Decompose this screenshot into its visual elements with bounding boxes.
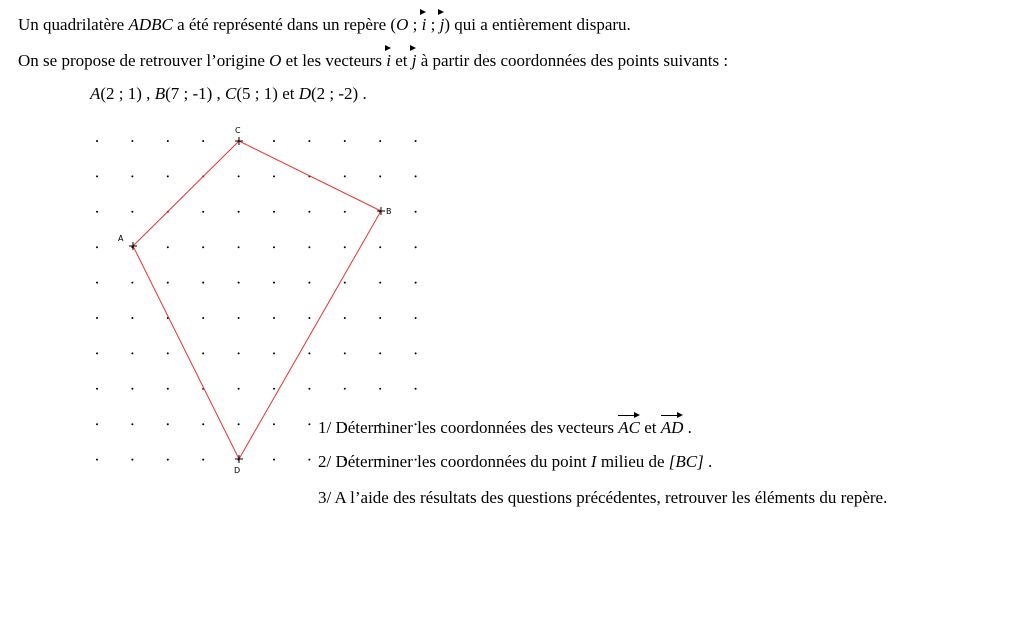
- grid-dot: [415, 246, 417, 248]
- grid-dot: [202, 246, 204, 248]
- intro-line1-mid: a été représenté dans un repère: [172, 15, 391, 34]
- grid-dot: [238, 388, 240, 390]
- intro-line2-conj: et: [390, 51, 412, 70]
- marker-d: [235, 455, 243, 463]
- paren-close: ): [444, 15, 450, 34]
- point-b-coords: (7 ; -1) ,: [165, 84, 226, 103]
- grid-dot: [344, 246, 346, 248]
- grid-dot: [96, 211, 98, 213]
- grid-dot: [273, 175, 275, 177]
- grid-dot: [415, 352, 417, 354]
- grid-dot: [238, 211, 240, 213]
- grid-dot: [131, 175, 133, 177]
- marker-b: [377, 207, 385, 215]
- question-2: [318, 451, 712, 473]
- point-c-coords: (5 ; 1): [236, 84, 278, 103]
- grid-dot: [415, 388, 417, 390]
- grid-dot: [273, 459, 275, 461]
- grid-dot: [344, 175, 346, 177]
- paren-open: (: [390, 15, 397, 34]
- grid-dot: [167, 140, 169, 142]
- vector-ac: AC: [618, 413, 640, 439]
- q1-number: 1/: [318, 418, 332, 437]
- point-a-name: A: [90, 84, 101, 103]
- grid-dot: [131, 388, 133, 390]
- q1-suffix: .: [683, 418, 692, 437]
- grid-dot: [273, 352, 275, 354]
- grid-dot: [167, 175, 169, 177]
- vector-i: i: [422, 10, 427, 36]
- grid-dot: [308, 140, 310, 142]
- grid-dot: [344, 352, 346, 354]
- question-3: [318, 487, 887, 509]
- grid-dot: [308, 246, 310, 248]
- grid-dot: [96, 282, 98, 284]
- grid-dot: [273, 388, 275, 390]
- grid-dot: [308, 388, 310, 390]
- origin-symbol-2: O: [269, 51, 282, 70]
- intro-line2-mid: et les vecteurs: [281, 51, 387, 70]
- grid-dot: [202, 282, 204, 284]
- grid-dot: [167, 459, 169, 461]
- grid-dot: [308, 211, 310, 213]
- label-b: B: [386, 207, 392, 216]
- points-conj: et: [277, 84, 299, 103]
- grid-dot: [96, 317, 98, 319]
- label-d: D: [234, 466, 241, 475]
- grid-dot: [379, 317, 381, 319]
- grid-dot: [415, 211, 417, 213]
- q3-text: A l’aide des résultats des questions précédentes, retrouver les éléments du repère.: [331, 488, 888, 507]
- grid-dot: [379, 282, 381, 284]
- grid-dot: [308, 317, 310, 319]
- grid-dot: [308, 282, 310, 284]
- grid-dot: [379, 140, 381, 142]
- grid-dot: [202, 211, 204, 213]
- grid-dot: [379, 388, 381, 390]
- q2-suffix: .: [703, 452, 713, 471]
- grid-dot: [415, 175, 417, 177]
- q1-conj: et: [639, 418, 661, 437]
- grid-dot: [96, 175, 98, 177]
- point-c-name: C: [225, 84, 237, 103]
- grid-dot: [344, 140, 346, 142]
- grid-dot: [131, 317, 133, 319]
- grid-dot: [167, 282, 169, 284]
- grid-dot: [202, 352, 204, 354]
- grid-dot: [96, 352, 98, 354]
- q2-prefix: Déterminer les coordonnées du point: [331, 452, 591, 471]
- grid-dot: [167, 388, 169, 390]
- grid-dot: [96, 246, 98, 248]
- grid-dot: [238, 246, 240, 248]
- quadrilateral-shape: [133, 141, 381, 459]
- grid-dot: [238, 423, 240, 425]
- label-c: C: [235, 126, 241, 135]
- intro-line1-prefix: Un quadrilatère: [18, 15, 129, 34]
- grid-dot: [96, 423, 98, 425]
- point-b-name: B: [154, 84, 166, 103]
- vector-i-2: i: [386, 46, 391, 72]
- grid-dot: [131, 352, 133, 354]
- grid-dot: [238, 175, 240, 177]
- grid-dot: [131, 423, 133, 425]
- grid-dot: [202, 317, 204, 319]
- grid-dot: [344, 317, 346, 319]
- grid-dot: [238, 317, 240, 319]
- q2-mid: milieu de: [596, 452, 669, 471]
- grid-dot: [131, 140, 133, 142]
- vector-j-2: j: [412, 46, 417, 72]
- grid-dot: [379, 175, 381, 177]
- grid-dot: [238, 352, 240, 354]
- origin-symbol: O: [396, 15, 409, 34]
- grid-dot: [202, 423, 204, 425]
- grid-dot: [379, 352, 381, 354]
- grid-dot: [131, 282, 133, 284]
- grid-dot: [344, 388, 346, 390]
- grid-dot: [202, 140, 204, 142]
- q3-number: 3/: [318, 488, 332, 507]
- grid-dot: [308, 459, 310, 461]
- grid-dot: [273, 246, 275, 248]
- point-d-coords: (2 ; -2) .: [311, 84, 367, 103]
- grid-dot: [167, 352, 169, 354]
- separator-2: ;: [426, 15, 440, 34]
- grid-dot: [273, 140, 275, 142]
- grid-dot: [344, 211, 346, 213]
- grid-dot: [415, 282, 417, 284]
- grid-dot: [379, 246, 381, 248]
- grid-dot: [96, 459, 98, 461]
- point-d-name: D: [298, 84, 311, 103]
- grid-dot: [273, 423, 275, 425]
- grid-dot: [96, 140, 98, 142]
- grid-dot: [308, 423, 310, 425]
- q2-number: 2/: [318, 452, 332, 471]
- segment-bc: [BC]: [668, 452, 704, 471]
- separator-1: ;: [408, 15, 422, 34]
- grid-dot: [167, 246, 169, 248]
- grid-dot: [238, 282, 240, 284]
- grid-dot: [131, 459, 133, 461]
- quad-name: ADBC: [128, 15, 173, 34]
- point-i: I: [590, 452, 597, 471]
- grid-dot: [131, 211, 133, 213]
- q1-prefix: Déterminer les coordonnées des vecteurs: [331, 418, 619, 437]
- grid-dot: [167, 423, 169, 425]
- grid-dot: [308, 352, 310, 354]
- label-a: A: [118, 234, 124, 243]
- grid-dot: [96, 388, 98, 390]
- grid-dot: [273, 282, 275, 284]
- grid-dot: [344, 282, 346, 284]
- intro-line1-suffix: qui a entièrement disparu.: [449, 15, 631, 34]
- intro-line2-suffix: à partir des coordonnées des points suivants :: [416, 51, 729, 70]
- grid-dot: [415, 317, 417, 319]
- vector-j: j: [440, 10, 445, 36]
- intro-line2-prefix: On se propose de retrouver l’origine: [18, 51, 270, 70]
- grid-dot: [202, 459, 204, 461]
- grid-dot: [415, 140, 417, 142]
- grid-dot: [273, 317, 275, 319]
- question-1: [318, 413, 692, 439]
- point-a-coords: (2 ; 1) ,: [100, 84, 155, 103]
- grid-dot: [273, 211, 275, 213]
- vector-ad: AD: [661, 413, 684, 439]
